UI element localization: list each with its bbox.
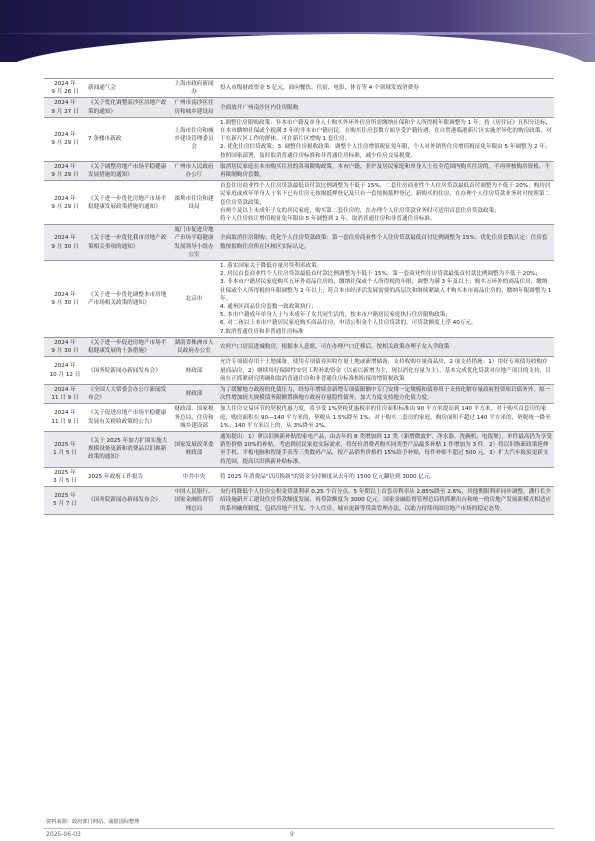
policy-content-line: 将个人住房转让增值税征免年限由 5 年调整到 2 年，取消普通住房和非普通住房标准。 bbox=[220, 216, 436, 223]
policy-name-cell: 《国务院新闻办新闻发布会》 bbox=[86, 357, 170, 385]
table-row bbox=[44, 117, 554, 161]
policy-content-line: 取消居民家庭在本市购买住房的各项限购政策。本市户籍、非沪及居民家庭和单身人士在全范围内购买住房的，不再审核购房资格，不再限制购房套数。 bbox=[220, 163, 551, 179]
policy-content-line: 3. 非本市户籍居民家庭购买五环外商品住房的，缴纳社保或个人所得税的年限，调整为满 3 年及以上；购买五环外的商品住房，缴纳社保或个人所得税的年限调整为 2 年以上；符合本市经济活发展需要的高层次和继续紧缺人才购买本市商品住房的，缴纳年限调整为 1 年； bbox=[220, 279, 552, 302]
issuing-org-cell: 上海市政府新闻办 bbox=[170, 79, 218, 98]
policy-date-cell: 2024 年 9 月 29 日 bbox=[44, 161, 86, 180]
policy-content-cell bbox=[218, 487, 554, 515]
issuing-org-cell: 广州市南沙区住房和城乡建设局 bbox=[170, 98, 218, 117]
policy-content-line: 1.调整住房限购政策：非本市户籍及单身人士购买外环外住房所需缴纳社保和个人所得税年限调整为 1 年；持《居住证》且积分达标，在本市缴纳社保或个税满 3 年的非本市户籍居民，在购买住房套数方面享受沪籍待遇；在自贸港临港新片区实施差异化的购房政策，对于在新片区工作的群体，可在新片区增购 1 套住房； bbox=[220, 119, 552, 143]
issuing-org-cell: 中国人民银行、国家金融监督管理总局 bbox=[170, 487, 218, 515]
issuing-org-cell: 北京市 bbox=[170, 261, 218, 338]
policy-content-line: 允许专项债券用于土地储备，使用专项债券回收存量土地或新增储备，支持收购存量商品房，2 项支持措施：1）用好专项债券收购存量商品房，2）继续用好保障性安居工程补助资金（以前以新增为主，现以消化存量为主）。基本完成优化贷款对房地产项目的支持，目前在正抓紧研究明确和取消普通住房和非普通住房标准相衔接的增值税政策 bbox=[220, 359, 551, 382]
header-swoosh bbox=[0, 34, 595, 62]
policy-content-line: 加大住房交易环节的契税优惠力度，将享受 1%契税优惠税率的住房面积标准由 90 平方米提高到 140 平方米。对于购买首套房的家庭，购房面积在 90—140 平方米的，契税从 1.5%降至 1%；对于购买二套房的家庭，购房面积不超过 140 平方米的，契税统一降至 1%；140 平方米以上的，从 3%降至 2%。 bbox=[220, 406, 551, 429]
policy-name-cell: 2025 年政府工作报告 bbox=[86, 467, 170, 486]
policy-date-cell: 2024 年 11 月 9 日 bbox=[44, 384, 86, 403]
table-row bbox=[44, 79, 554, 98]
issuing-org-cell: 财政部、国家税务总局、住房和城乡建设部 bbox=[170, 404, 218, 432]
policy-table-container bbox=[44, 78, 554, 515]
issuing-org-cell: 厦门市促进房地产市场平稳健康发展领导小组办公室 bbox=[170, 225, 218, 261]
policy-content-cell bbox=[218, 384, 554, 403]
policy-content-line: 为了缓解地方政府的化债压力，经每年增续金新增专项债限额中专门安排一定规模和债券用于支持化解存量政府投资项目债务外，拟一次性增加较大规模债务限额置换地方政府存量隐性债务，加大力度支持地方化债力度。 bbox=[220, 386, 551, 402]
table-row bbox=[44, 337, 554, 356]
policy-content-line: 1. 落实国家关于降低存量房贷利率政策； bbox=[220, 263, 323, 270]
policy-date-cell: 2024 年 11 月 9 日 bbox=[44, 404, 86, 432]
policy-date-cell: 2025 年 1 月 5 日 bbox=[44, 431, 86, 467]
policy-content-line: 7.取消普通住房和非普通住房标准 bbox=[220, 328, 304, 335]
footer-divider bbox=[44, 828, 554, 829]
policy-name-cell: 《关于优化调整南沙区房地产政策的通知》 bbox=[86, 98, 170, 117]
table-row bbox=[44, 161, 554, 180]
policy-name-cell: 《关于调整房地产市场平稳健康发展措施的通知》 bbox=[86, 161, 170, 180]
table-row bbox=[44, 404, 554, 432]
policy-content-cell bbox=[218, 337, 554, 356]
policy-content-line: 6. 对二孩以上本市户籍居民家庭购买商品住房，申请公积金个人住房贷款的，可贷款额度上浮 40万元。 bbox=[220, 320, 477, 327]
policy-table bbox=[44, 78, 554, 515]
policy-content-line: 2. 居民首套商业性个人住房贷款最低首付款比例调整为不低于 15%；第一套商业性住房贷款最低首付款比例调整为不低于 20%； bbox=[220, 271, 541, 278]
policy-content-cell bbox=[218, 431, 554, 467]
issuing-org-cell: 广州市人民政府办公厅 bbox=[170, 161, 218, 180]
policy-name-cell: 《关于促进房地产市场平稳健康发展有关税收政策的公告》 bbox=[86, 404, 170, 432]
policy-content-cell bbox=[218, 79, 554, 98]
policy-content-line: 4. 通州区商品住房套数一致政策执行； bbox=[220, 304, 317, 311]
policy-content-line: 通知提出：1）拿以旧换新补贴的家电产品，由去年的 8 类增加到 12 类（新增微波炉、净水器、洗碗机、电饭煲），单件最高仍为享受销售价格 20%的补贴。考虑到居民家庭实际需求，将每位消费者购买同类型产品最多补贴 1 件增加为 3 件。2）将以旧换新政策延伸至手机、平板电脑和智能手表等三类数码产品，按产品销售价格的 15%给予补贴，每件补贴不超过 500 元。3）扩大汽车报废更新支持范围，提高以旧换新补贴标准。 bbox=[220, 433, 552, 465]
table-row bbox=[44, 98, 554, 117]
policy-content-cell bbox=[218, 117, 554, 161]
policy-content-cell bbox=[218, 181, 554, 225]
policy-content-line: 首套住房商业性个人住房贷款最低首付款比例调整为不低于 15%，二套住房商业性个人住房贷款最低首付调整为不低于 20%；购房居民家庭或成年单身人士名下已有住房无按揭抵押登记及只有一套按揭抵押登记，新购买的住房，在办理个人住房贷款业务时可按照第二套住房贷款政策； bbox=[220, 183, 551, 206]
policy-content-line: 央行将降低个人住房公积金贷款利率 0.25 个百分点。5 年期以上首套房利率从 2.85%降至 2.6%，其他期限利率同步调整。潘行长介绍设施新开工建设住房贷款额度发展，再贷款额度为 3000 亿元。国家金融监督管理总局将抓紧出台和统一的房地产发展新模式相适应的系列融资制度，包括房地产开发、个人住房、城市更新等贷款管理办法，以助力持续巩固房地产市场的稳定态势。 bbox=[220, 489, 552, 512]
issuing-org-cell: 中共中央 bbox=[170, 467, 218, 486]
table-row bbox=[44, 384, 554, 403]
table-row bbox=[44, 225, 554, 261]
policy-date-cell: 2024 年 9 月 29 日 bbox=[44, 181, 86, 225]
issuing-org-cell: 湖南省株洲市人民政府办公室 bbox=[170, 337, 218, 356]
table-row bbox=[44, 467, 554, 486]
policy-content-line: 将 2025 年消费品"以旧换新"的资金支持额度从去年的 1500 亿元翻倍到 3000 亿元。 bbox=[220, 473, 436, 480]
policy-content-cell bbox=[218, 357, 554, 385]
policy-content-cell bbox=[218, 161, 554, 180]
issuing-org-cell: 财政部 bbox=[170, 357, 218, 385]
issuing-org-cell: 财政部 bbox=[170, 384, 218, 403]
policy-date-cell: 2024 年 9 月 29 日 bbox=[44, 117, 86, 161]
issuing-org-cell: 深圳市住房和建设局 bbox=[170, 181, 218, 225]
policy-name-cell: 《关于进一步促进房地产市场平稳健康发展的十条措施》 bbox=[86, 337, 170, 356]
issuing-org-cell: 国家发展改革委 财政部 bbox=[170, 431, 218, 467]
policy-name-cell: 7 条楼市新政 bbox=[86, 117, 170, 161]
issuing-org-cell: 上海市住房和城乡建设管理委员会 bbox=[170, 117, 218, 161]
policy-content-line: 全面放开广州南沙区内住房限购 bbox=[220, 104, 299, 111]
source-note: 资料来源：政府部门网站、浦银国际整理 bbox=[46, 819, 140, 825]
policy-content-line: 5. 本市户籍成年单身人士与未成年子女共同生活的，按本市户籍居民家庭执行住房限购政策； bbox=[220, 312, 451, 319]
table-row bbox=[44, 261, 554, 338]
policy-name-cell: 《关于进一步优化房地产市场平稳健康发展政策措施的通知》 bbox=[86, 181, 170, 225]
policy-content-line: 投入市级财政资金 5 亿元，面向餐饮、住宿、电影、体育等 4 个领域发放消费券 bbox=[220, 85, 419, 92]
policy-name-cell: 《关于 2025 年加力扩围实施大规模设备更新和消费品以旧换新政策的通知》 bbox=[86, 431, 170, 467]
policy-content-line: 有两个及以上未成年子女的居民家庭，购买第二套住房的，在办理个人住房贷款业务时可适用首套住房贷款政策； bbox=[220, 207, 500, 214]
policy-content-cell bbox=[218, 261, 554, 338]
policy-date-cell: 2024 年 9 月 30 日 bbox=[44, 261, 86, 338]
table-row bbox=[44, 431, 554, 467]
page-number: 9 bbox=[290, 831, 294, 838]
policy-name-cell: 新闻通气会 bbox=[86, 79, 170, 98]
page-header-band bbox=[0, 0, 595, 62]
policy-name-cell: 《全国人大常委会办公厅新闻发布会》 bbox=[86, 384, 170, 403]
policy-content-cell bbox=[218, 404, 554, 432]
policy-content-cell bbox=[218, 467, 554, 486]
policy-date-cell: 2025 年 5 月 7 日 bbox=[44, 487, 86, 515]
policy-date-cell: 2024 年 9 月 30 日 bbox=[44, 225, 86, 261]
footer-date: 2025-06-03 bbox=[46, 831, 81, 838]
policy-content-line: 全面取消住房限购；优化个人住房贷款政策：第一套住房商业性个人住房贷款最低首付比例调整为 15%；优化住房套数认定：住房套数按拟购住房所在区核区实际认定。 bbox=[220, 235, 548, 250]
policy-table-body bbox=[44, 79, 554, 515]
policy-content-line: 2. 优化住房信贷政策；3. 调整住房税收政策：调整个人住房增值税征免年限，个人对外销售住房增值税征免年限由 5 年调整为 2 年；按照国家部署，及时取消普通住房标准和非普通住房标准，减少住房交易税费。 bbox=[220, 144, 551, 159]
policy-content-cell bbox=[218, 225, 554, 261]
table-row bbox=[44, 357, 554, 385]
policy-name-cell: 《关于进一步优化调整本市房地产市场相关政策的通知》 bbox=[86, 261, 170, 338]
policy-date-cell: 2024 年 9 月 26 日 bbox=[44, 79, 86, 98]
policy-date-cell: 2024 年 9 月 27 日 bbox=[44, 98, 86, 117]
policy-date-cell: 2024 年 10 月 12 日 bbox=[44, 357, 86, 385]
table-row bbox=[44, 487, 554, 515]
policy-name-cell: 《国务院新闻办新闻发布会》 bbox=[86, 487, 170, 515]
policy-date-cell: 2024 年 9 月 30 日 bbox=[44, 337, 86, 356]
policy-date-cell: 2025 年 3 月 5 日 bbox=[44, 467, 86, 486]
policy-content-line: 农村户口居民进城购房，根据本人意愿，可在办理户口迁移后，按相关政策办理子女入学政策 bbox=[220, 343, 450, 350]
policy-content-cell bbox=[218, 98, 554, 117]
table-row bbox=[44, 181, 554, 225]
policy-name-cell: 《关于进一步优化我市房地产政策相关事项的通知》 bbox=[86, 225, 170, 261]
